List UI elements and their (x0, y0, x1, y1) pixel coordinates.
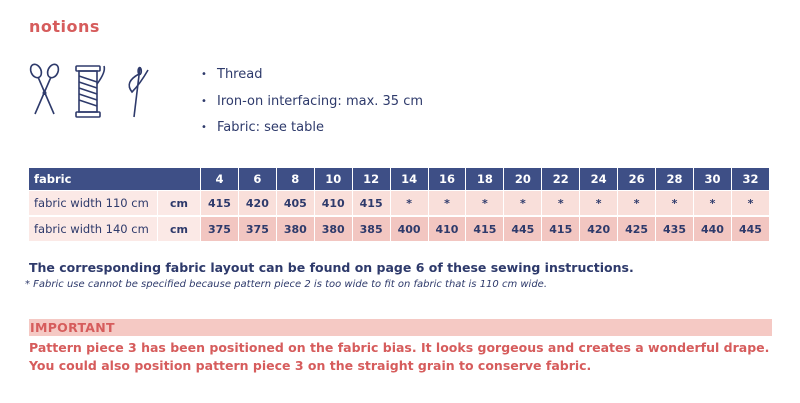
size-header: 10 (314, 168, 352, 190)
table-cell: 435 (655, 215, 693, 241)
row-unit: cm (157, 215, 200, 241)
section-title: notions (29, 17, 100, 36)
size-header: 28 (655, 168, 693, 190)
size-header: 20 (503, 168, 541, 190)
table-cell: * (390, 190, 428, 215)
footnote: * Fabric use cannot be specified because pattern piece 2 is too wide to fit on fabric that is 110 cm wide. (25, 279, 548, 290)
row-label: fabric width 110 cm (29, 190, 157, 215)
fabric-table (29, 168, 769, 241)
table-cell: 410 (314, 190, 352, 215)
size-header: 32 (731, 168, 769, 190)
important-text: Pattern piece 3 has been positioned on the fabric bias. It looks gorgeous and creates a wonderful drape. You could also position pattern piece 3 on the straight grain to conserve fabric. (29, 340, 770, 373)
table-cell: 425 (617, 215, 655, 241)
table-cell: 445 (503, 215, 541, 241)
notions-list (201, 66, 423, 146)
table-cell: 420 (579, 215, 617, 241)
size-header: 24 (579, 168, 617, 190)
important-banner (29, 319, 772, 336)
important-heading: IMPORTANT (30, 320, 115, 335)
table-cell: 405 (276, 190, 314, 215)
table-cell: * (541, 190, 579, 215)
table-cell: 420 (238, 190, 276, 215)
row-unit: cm (157, 190, 200, 215)
notion-item-thread: • Thread (201, 67, 263, 82)
table-cell: 375 (200, 215, 238, 241)
table-cell: * (503, 190, 541, 215)
thread-spool-icon (76, 66, 104, 117)
table-cell: 380 (314, 215, 352, 241)
table-cell: 385 (352, 215, 390, 241)
table-cell: 415 (200, 190, 238, 215)
table-cell: * (617, 190, 655, 215)
size-header: 14 (390, 168, 428, 190)
table-cell: 415 (352, 190, 390, 215)
row-label: fabric width 140 cm (29, 215, 157, 241)
table-cell: 440 (693, 215, 731, 241)
table-cell: 415 (465, 215, 503, 241)
table-cell: * (655, 190, 693, 215)
size-header: 4 (200, 168, 238, 190)
table-header-row (29, 168, 769, 190)
size-header: 8 (276, 168, 314, 190)
table-cell: 415 (541, 215, 579, 241)
table-row (29, 215, 769, 241)
table-cell: * (428, 190, 466, 215)
size-header: 26 (617, 168, 655, 190)
table-cell: * (731, 190, 769, 215)
size-header: 6 (238, 168, 276, 190)
size-header: 16 (428, 168, 466, 190)
size-header: 22 (541, 168, 579, 190)
table-cell: * (693, 190, 731, 215)
table-cell: 445 (731, 215, 769, 241)
table-cell: 410 (428, 215, 466, 241)
size-header: 12 (352, 168, 390, 190)
size-header: 30 (693, 168, 731, 190)
notion-item-fabric: • Fabric: see table (201, 120, 324, 135)
table-cell: 400 (390, 215, 428, 241)
size-header: 18 (465, 168, 503, 190)
table-cell: 375 (238, 215, 276, 241)
table-cell: * (465, 190, 503, 215)
table-cell: * (579, 190, 617, 215)
header-fabric: fabric (29, 168, 200, 190)
fabric-layout-note: The corresponding fabric layout can be found on page 6 of these sewing instructions. (29, 260, 634, 275)
needle-icon (129, 67, 148, 117)
table-row (29, 190, 769, 215)
scissors-icon (29, 63, 61, 114)
notion-item-interfacing: • Iron-on interfacing: max. 35 cm (201, 93, 424, 109)
table-cell: 380 (276, 215, 314, 241)
notions-icons (28, 62, 158, 122)
